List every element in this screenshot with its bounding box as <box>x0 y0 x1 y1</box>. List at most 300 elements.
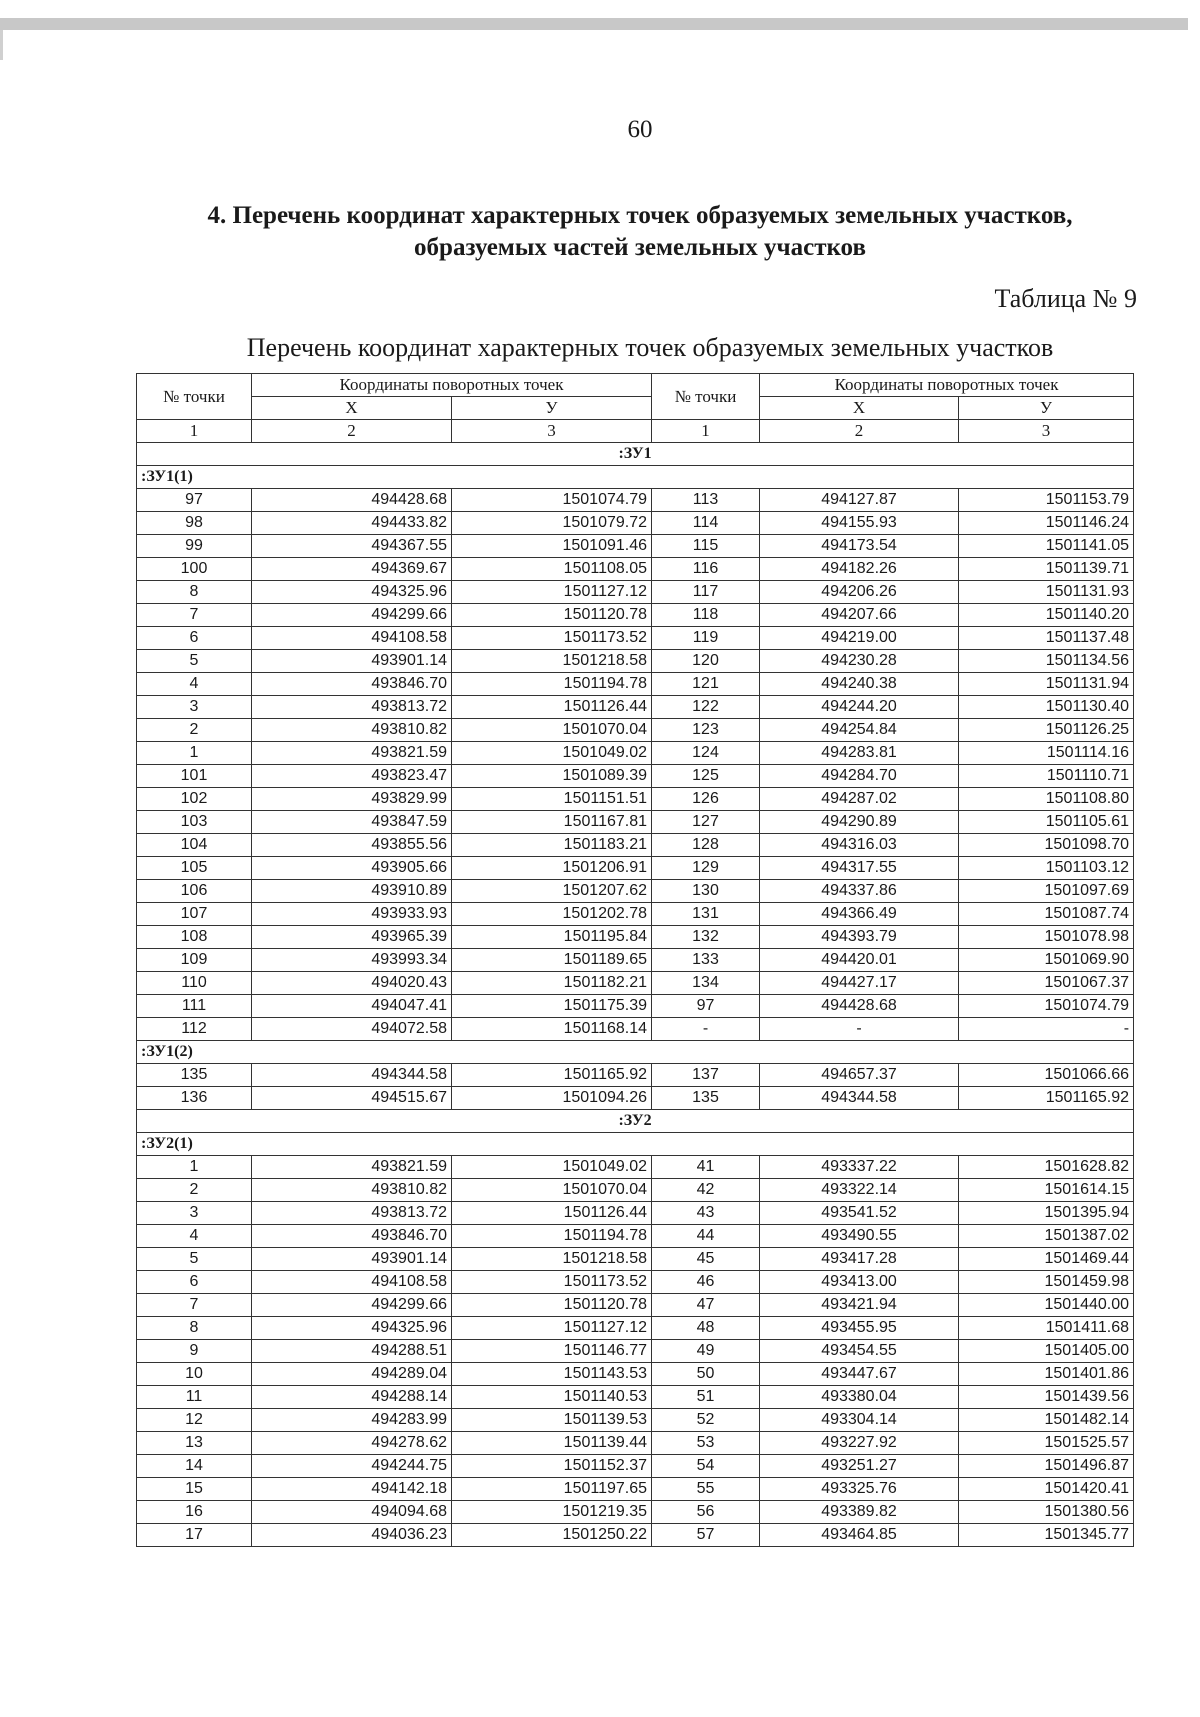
table-cell: 494244.75 <box>252 1455 452 1478</box>
table-cell: 47 <box>652 1294 760 1317</box>
table-cell: 46 <box>652 1271 760 1294</box>
table-cell: 494299.66 <box>252 1294 452 1317</box>
table-cell: 128 <box>652 834 760 857</box>
table-row <box>137 604 1134 627</box>
table-cell: - <box>959 1018 1134 1041</box>
table-cell: 49 <box>652 1340 760 1363</box>
table-cell: 1501218.58 <box>452 1248 652 1271</box>
table-cell: 17 <box>137 1524 252 1547</box>
table-cell: 493417.28 <box>760 1248 959 1271</box>
header-point-no-left: № точки <box>137 374 252 420</box>
table-cell: 1501140.20 <box>959 604 1134 627</box>
table-cell: 97 <box>137 489 252 512</box>
table-cell: 1501219.35 <box>452 1501 652 1524</box>
table-cell: 493541.52 <box>760 1202 959 1225</box>
table-cell: 98 <box>137 512 252 535</box>
subgroup-row <box>137 1133 1134 1156</box>
table-cell: 493821.59 <box>252 742 452 765</box>
table-cell: 494207.66 <box>760 604 959 627</box>
table-cell: 107 <box>137 903 252 926</box>
table-row <box>137 995 1134 1018</box>
table-cell: 1501183.21 <box>452 834 652 857</box>
table-cell: 127 <box>652 811 760 834</box>
table-cell: 6 <box>137 1271 252 1294</box>
table-cell: 1501098.70 <box>959 834 1134 857</box>
table-cell: 1501152.37 <box>452 1455 652 1478</box>
table-cell: 1501089.39 <box>452 765 652 788</box>
table-cell: 494127.87 <box>760 489 959 512</box>
table-cell: 494047.41 <box>252 995 452 1018</box>
table-cell: 135 <box>137 1064 252 1087</box>
table-cell: 494283.81 <box>760 742 959 765</box>
table-cell: 493846.70 <box>252 673 452 696</box>
table-cell: - <box>760 1018 959 1041</box>
scan-left-edge <box>0 30 3 60</box>
table-cell: 494244.20 <box>760 696 959 719</box>
table-cell: 133 <box>652 949 760 972</box>
table-cell: 1501218.58 <box>452 650 652 673</box>
table-cell: 1501380.56 <box>959 1501 1134 1524</box>
section-label: :ЗУ1 <box>137 443 1134 466</box>
table-cell: 1501070.04 <box>452 1179 652 1202</box>
table-cell: 493322.14 <box>760 1179 959 1202</box>
table-cell: 8 <box>137 581 252 604</box>
table-row <box>137 1202 1134 1225</box>
table-cell: 493855.56 <box>252 834 452 857</box>
table-row <box>137 1432 1134 1455</box>
table-cell: 104 <box>137 834 252 857</box>
table-cell: 1501345.77 <box>959 1524 1134 1547</box>
header-coords-left: Координаты поворотных точек <box>252 374 652 397</box>
table-cell: 13 <box>137 1432 252 1455</box>
table-cell: 493993.34 <box>252 949 452 972</box>
table-cell: 494316.03 <box>760 834 959 857</box>
table-cell: 1501405.00 <box>959 1340 1134 1363</box>
header-x-left: X <box>252 397 452 420</box>
table-cell: 493304.14 <box>760 1409 959 1432</box>
table-row <box>137 1018 1134 1041</box>
table-cell: 54 <box>652 1455 760 1478</box>
scan-top-border <box>0 18 1188 30</box>
table-cell: 1501197.65 <box>452 1478 652 1501</box>
table-cell: 494325.96 <box>252 581 452 604</box>
table-cell: 1501074.79 <box>959 995 1134 1018</box>
table-cell: 494020.43 <box>252 972 452 995</box>
table-header-row-1 <box>137 374 1134 397</box>
table-cell: 6 <box>137 627 252 650</box>
table-cell: 15 <box>137 1478 252 1501</box>
table-cell: 43 <box>652 1202 760 1225</box>
table-cell: 111 <box>137 995 252 1018</box>
table-cell: 1501439.56 <box>959 1386 1134 1409</box>
table-row <box>137 949 1134 972</box>
table-cell: 493389.82 <box>760 1501 959 1524</box>
table-cell: 1501420.41 <box>959 1478 1134 1501</box>
table-cell: 1501141.05 <box>959 535 1134 558</box>
table-cell: 100 <box>137 558 252 581</box>
table-cell: 1501139.44 <box>452 1432 652 1455</box>
table-cell: 12 <box>137 1409 252 1432</box>
table-cell: 1501440.00 <box>959 1294 1134 1317</box>
table-cell: 493454.55 <box>760 1340 959 1363</box>
table-cell: 494254.84 <box>760 719 959 742</box>
table-cell: 1501146.77 <box>452 1340 652 1363</box>
table-row <box>137 1317 1134 1340</box>
table-cell: 1501134.56 <box>959 650 1134 673</box>
table-cell: 3 <box>137 696 252 719</box>
table-cell: 493933.93 <box>252 903 452 926</box>
table-row <box>137 581 1134 604</box>
section-heading <box>140 200 1140 264</box>
table-cell: 102 <box>137 788 252 811</box>
table-cell: 108 <box>137 926 252 949</box>
table-cell: 494427.17 <box>760 972 959 995</box>
table-cell: 1501173.52 <box>452 1271 652 1294</box>
table-cell: 1501165.92 <box>959 1087 1134 1110</box>
table-cell: 494108.58 <box>252 1271 452 1294</box>
table-cell: 1501069.90 <box>959 949 1134 972</box>
table-cell: 1501078.98 <box>959 926 1134 949</box>
table-cell: 493910.89 <box>252 880 452 903</box>
table-cell: 493821.59 <box>252 1156 452 1179</box>
table-cell: 16 <box>137 1501 252 1524</box>
table-cell: 1501091.46 <box>452 535 652 558</box>
table-cell: 494428.68 <box>760 995 959 1018</box>
table-row <box>137 834 1134 857</box>
table-cell: 494420.01 <box>760 949 959 972</box>
table-cell: 1501614.15 <box>959 1179 1134 1202</box>
table-cell: 1501153.79 <box>959 489 1134 512</box>
table-cell: 1501175.39 <box>452 995 652 1018</box>
table-row <box>137 558 1134 581</box>
table-cell: 130 <box>652 880 760 903</box>
table-cell: 494515.67 <box>252 1087 452 1110</box>
table-cell: 41 <box>652 1156 760 1179</box>
column-number: 1 <box>137 420 252 443</box>
table-row <box>137 1524 1134 1547</box>
subgroup-row <box>137 466 1134 489</box>
subgroup-row <box>137 1041 1134 1064</box>
table-cell: 1501127.12 <box>452 1317 652 1340</box>
table-cell: 131 <box>652 903 760 926</box>
table-cell: 1501206.91 <box>452 857 652 880</box>
table-row <box>137 535 1134 558</box>
table-cell: 1501097.69 <box>959 880 1134 903</box>
table-cell: 493823.47 <box>252 765 452 788</box>
table-cell: 494344.58 <box>252 1064 452 1087</box>
table-cell: 1501143.53 <box>452 1363 652 1386</box>
table-cell: 55 <box>652 1478 760 1501</box>
table-cell: 1501108.05 <box>452 558 652 581</box>
subgroup-label: :ЗУ1(1) <box>137 466 1134 489</box>
table-cell: 1501469.44 <box>959 1248 1134 1271</box>
table-row <box>137 489 1134 512</box>
table-cell: 1 <box>137 1156 252 1179</box>
coordinates-table-body <box>137 374 1134 1547</box>
table-cell: 494206.26 <box>760 581 959 604</box>
table-cell: 1501525.57 <box>959 1432 1134 1455</box>
column-number: 2 <box>760 420 959 443</box>
table-cell: 97 <box>652 995 760 1018</box>
table-cell: 1501114.16 <box>959 742 1134 765</box>
subgroup-label: :ЗУ2(1) <box>137 1133 1134 1156</box>
table-cell: 136 <box>137 1087 252 1110</box>
table-cell: 57 <box>652 1524 760 1547</box>
table-cell: 493227.92 <box>760 1432 959 1455</box>
table-row <box>137 1409 1134 1432</box>
table-cell: 493421.94 <box>760 1294 959 1317</box>
table-cell: 1501207.62 <box>452 880 652 903</box>
table-cell: 1501482.14 <box>959 1409 1134 1432</box>
table-cell: 494344.58 <box>760 1087 959 1110</box>
table-cell: 1501165.92 <box>452 1064 652 1087</box>
heading-line-2: образуемых частей земельных участков <box>414 234 866 261</box>
table-cell: 494182.26 <box>760 558 959 581</box>
table-cell: 494299.66 <box>252 604 452 627</box>
table-cell: 494367.55 <box>252 535 452 558</box>
table-cell: 9 <box>137 1340 252 1363</box>
table-row <box>137 1271 1134 1294</box>
table-cell: 7 <box>137 604 252 627</box>
table-cell: 493829.99 <box>252 788 452 811</box>
table-cell: 106 <box>137 880 252 903</box>
table-row <box>137 512 1134 535</box>
table-cell: 8 <box>137 1317 252 1340</box>
table-cell: 494283.99 <box>252 1409 452 1432</box>
column-number: 3 <box>959 420 1134 443</box>
table-cell: 1501131.93 <box>959 581 1134 604</box>
table-cell: 122 <box>652 696 760 719</box>
table-cell: 1501087.74 <box>959 903 1134 926</box>
table-cell: 493847.59 <box>252 811 452 834</box>
table-cell: 494393.79 <box>760 926 959 949</box>
coordinates-table <box>136 373 1134 1547</box>
table-cell: 134 <box>652 972 760 995</box>
table-row <box>137 972 1134 995</box>
table-row <box>137 719 1134 742</box>
table-cell: 493455.95 <box>760 1317 959 1340</box>
table-cell: 1501202.78 <box>452 903 652 926</box>
table-cell: 113 <box>652 489 760 512</box>
table-row <box>137 1087 1134 1110</box>
table-cell: 1501168.14 <box>452 1018 652 1041</box>
table-cell: 1501151.51 <box>452 788 652 811</box>
table-cell: 1501139.53 <box>452 1409 652 1432</box>
table-cell: 494369.67 <box>252 558 452 581</box>
table-cell: 494289.04 <box>252 1363 452 1386</box>
table-cell: 14 <box>137 1455 252 1478</box>
table-cell: 493813.72 <box>252 1202 452 1225</box>
table-cell: 493447.67 <box>760 1363 959 1386</box>
table-cell: 1501130.40 <box>959 696 1134 719</box>
table-cell: 4 <box>137 673 252 696</box>
table-row <box>137 857 1134 880</box>
table-cell: 56 <box>652 1501 760 1524</box>
table-cell: 42 <box>652 1179 760 1202</box>
table-row <box>137 1064 1134 1087</box>
table-row <box>137 1248 1134 1271</box>
table-cell: 493337.22 <box>760 1156 959 1179</box>
table-cell: 11 <box>137 1386 252 1409</box>
table-cell: 1501094.26 <box>452 1087 652 1110</box>
table-row <box>137 1225 1134 1248</box>
table-cell: 1501387.02 <box>959 1225 1134 1248</box>
table-cell: 110 <box>137 972 252 995</box>
table-cell: 494325.96 <box>252 1317 452 1340</box>
table-cell: 493380.04 <box>760 1386 959 1409</box>
header-y-right: У <box>959 397 1134 420</box>
table-cell: 1501189.65 <box>452 949 652 972</box>
table-cell: 129 <box>652 857 760 880</box>
table-cell: 494428.68 <box>252 489 452 512</box>
table-cell: 105 <box>137 857 252 880</box>
table-cell: 1501079.72 <box>452 512 652 535</box>
table-row <box>137 880 1134 903</box>
table-cell: 1501182.21 <box>452 972 652 995</box>
table-cell: 114 <box>652 512 760 535</box>
page-number: 60 <box>627 116 653 143</box>
table-row <box>137 673 1134 696</box>
table-cell: 44 <box>652 1225 760 1248</box>
table-cell: 1501066.66 <box>959 1064 1134 1087</box>
table-row <box>137 742 1134 765</box>
table-header-row-2 <box>137 397 1134 420</box>
table-cell: 119 <box>652 627 760 650</box>
table-cell: 494366.49 <box>760 903 959 926</box>
table-cell: 51 <box>652 1386 760 1409</box>
subgroup-label: :ЗУ1(2) <box>137 1041 1134 1064</box>
table-cell: - <box>652 1018 760 1041</box>
table-cell: 494278.62 <box>252 1432 452 1455</box>
table-cell: 493965.39 <box>252 926 452 949</box>
table-cell: 7 <box>137 1294 252 1317</box>
table-cell: 2 <box>137 1179 252 1202</box>
table-cell: 1501108.80 <box>959 788 1134 811</box>
table-cell: 101 <box>137 765 252 788</box>
table-cell: 494433.82 <box>252 512 452 535</box>
table-row <box>137 1156 1134 1179</box>
table-cell: 493464.85 <box>760 1524 959 1547</box>
table-cell: 1501411.68 <box>959 1317 1134 1340</box>
table-cell: 1501110.71 <box>959 765 1134 788</box>
table-row <box>137 650 1134 673</box>
table-row <box>137 1340 1134 1363</box>
table-cell: 494094.68 <box>252 1501 452 1524</box>
table-cell: 1501167.81 <box>452 811 652 834</box>
table-cell: 1501137.48 <box>959 627 1134 650</box>
table-cell: 1501139.71 <box>959 558 1134 581</box>
table-row <box>137 1455 1134 1478</box>
table-cell: 494108.58 <box>252 627 452 650</box>
table-cell: 493490.55 <box>760 1225 959 1248</box>
table-row <box>137 1363 1134 1386</box>
table-cell: 494142.18 <box>252 1478 452 1501</box>
table-cell: 5 <box>137 650 252 673</box>
table-cell: 493905.66 <box>252 857 452 880</box>
header-x-right: X <box>760 397 959 420</box>
header-y-left: У <box>452 397 652 420</box>
table-cell: 45 <box>652 1248 760 1271</box>
table-cell: 121 <box>652 673 760 696</box>
table-cell: 115 <box>652 535 760 558</box>
table-cell: 1501120.78 <box>452 1294 652 1317</box>
table-row <box>137 1478 1134 1501</box>
table-cell: 126 <box>652 788 760 811</box>
table-cell: 493251.27 <box>760 1455 959 1478</box>
column-number: 2 <box>252 420 452 443</box>
table-cell: 1 <box>137 742 252 765</box>
table-cell: 53 <box>652 1432 760 1455</box>
table-title: Перечень координат характерных точек образуемых земельных участков <box>246 333 1054 362</box>
table-cell: 1501146.24 <box>959 512 1134 535</box>
section-label: :ЗУ2 <box>137 1110 1134 1133</box>
table-cell: 137 <box>652 1064 760 1087</box>
section-row <box>137 1110 1134 1133</box>
table-row <box>137 1179 1134 1202</box>
header-point-no-right: № точки <box>652 374 760 420</box>
table-cell: 52 <box>652 1409 760 1432</box>
table-cell: 109 <box>137 949 252 972</box>
table-cell: 2 <box>137 719 252 742</box>
table-row <box>137 1386 1134 1409</box>
table-row <box>137 926 1134 949</box>
table-cell: 494287.02 <box>760 788 959 811</box>
table-cell: 116 <box>652 558 760 581</box>
table-cell: 99 <box>137 535 252 558</box>
table-cell: 494288.14 <box>252 1386 452 1409</box>
table-cell: 493901.14 <box>252 650 452 673</box>
table-row <box>137 627 1134 650</box>
table-cell: 1501067.37 <box>959 972 1134 995</box>
table-cell: 1501126.25 <box>959 719 1134 742</box>
table-cell: 3 <box>137 1202 252 1225</box>
table-row <box>137 788 1134 811</box>
table-row <box>137 765 1134 788</box>
table-cell: 120 <box>652 650 760 673</box>
table-cell: 1501127.12 <box>452 581 652 604</box>
table-cell: 1501496.87 <box>959 1455 1134 1478</box>
table-cell: 1501070.04 <box>452 719 652 742</box>
table-cell: 494288.51 <box>252 1340 452 1363</box>
column-number: 3 <box>452 420 652 443</box>
table-cell: 1501074.79 <box>452 489 652 512</box>
table-cell: 494240.38 <box>760 673 959 696</box>
table-cell: 494317.55 <box>760 857 959 880</box>
section-row <box>137 443 1134 466</box>
table-row <box>137 811 1134 834</box>
table-cell: 1501195.84 <box>452 926 652 949</box>
header-coords-right: Координаты поворотных точек <box>760 374 1134 397</box>
table-cell: 1501140.53 <box>452 1386 652 1409</box>
table-row <box>137 696 1134 719</box>
table-cell: 1501126.44 <box>452 696 652 719</box>
table-cell: 1501049.02 <box>452 742 652 765</box>
table-cell: 50 <box>652 1363 760 1386</box>
table-cell: 132 <box>652 926 760 949</box>
table-cell: 10 <box>137 1363 252 1386</box>
table-cell: 493901.14 <box>252 1248 452 1271</box>
heading-line-1: 4. Перечень координат характерных точек образуемых земельных участков, <box>207 202 1073 229</box>
table-cell: 493810.82 <box>252 1179 452 1202</box>
table-cell: 494036.23 <box>252 1524 452 1547</box>
column-number: 1 <box>652 420 760 443</box>
table-cell: 103 <box>137 811 252 834</box>
table-cell: 494657.37 <box>760 1064 959 1087</box>
table-cell: 1501628.82 <box>959 1156 1134 1179</box>
table-cell: 493813.72 <box>252 696 452 719</box>
table-cell: 1501120.78 <box>452 604 652 627</box>
table-cell: 1501103.12 <box>959 857 1134 880</box>
